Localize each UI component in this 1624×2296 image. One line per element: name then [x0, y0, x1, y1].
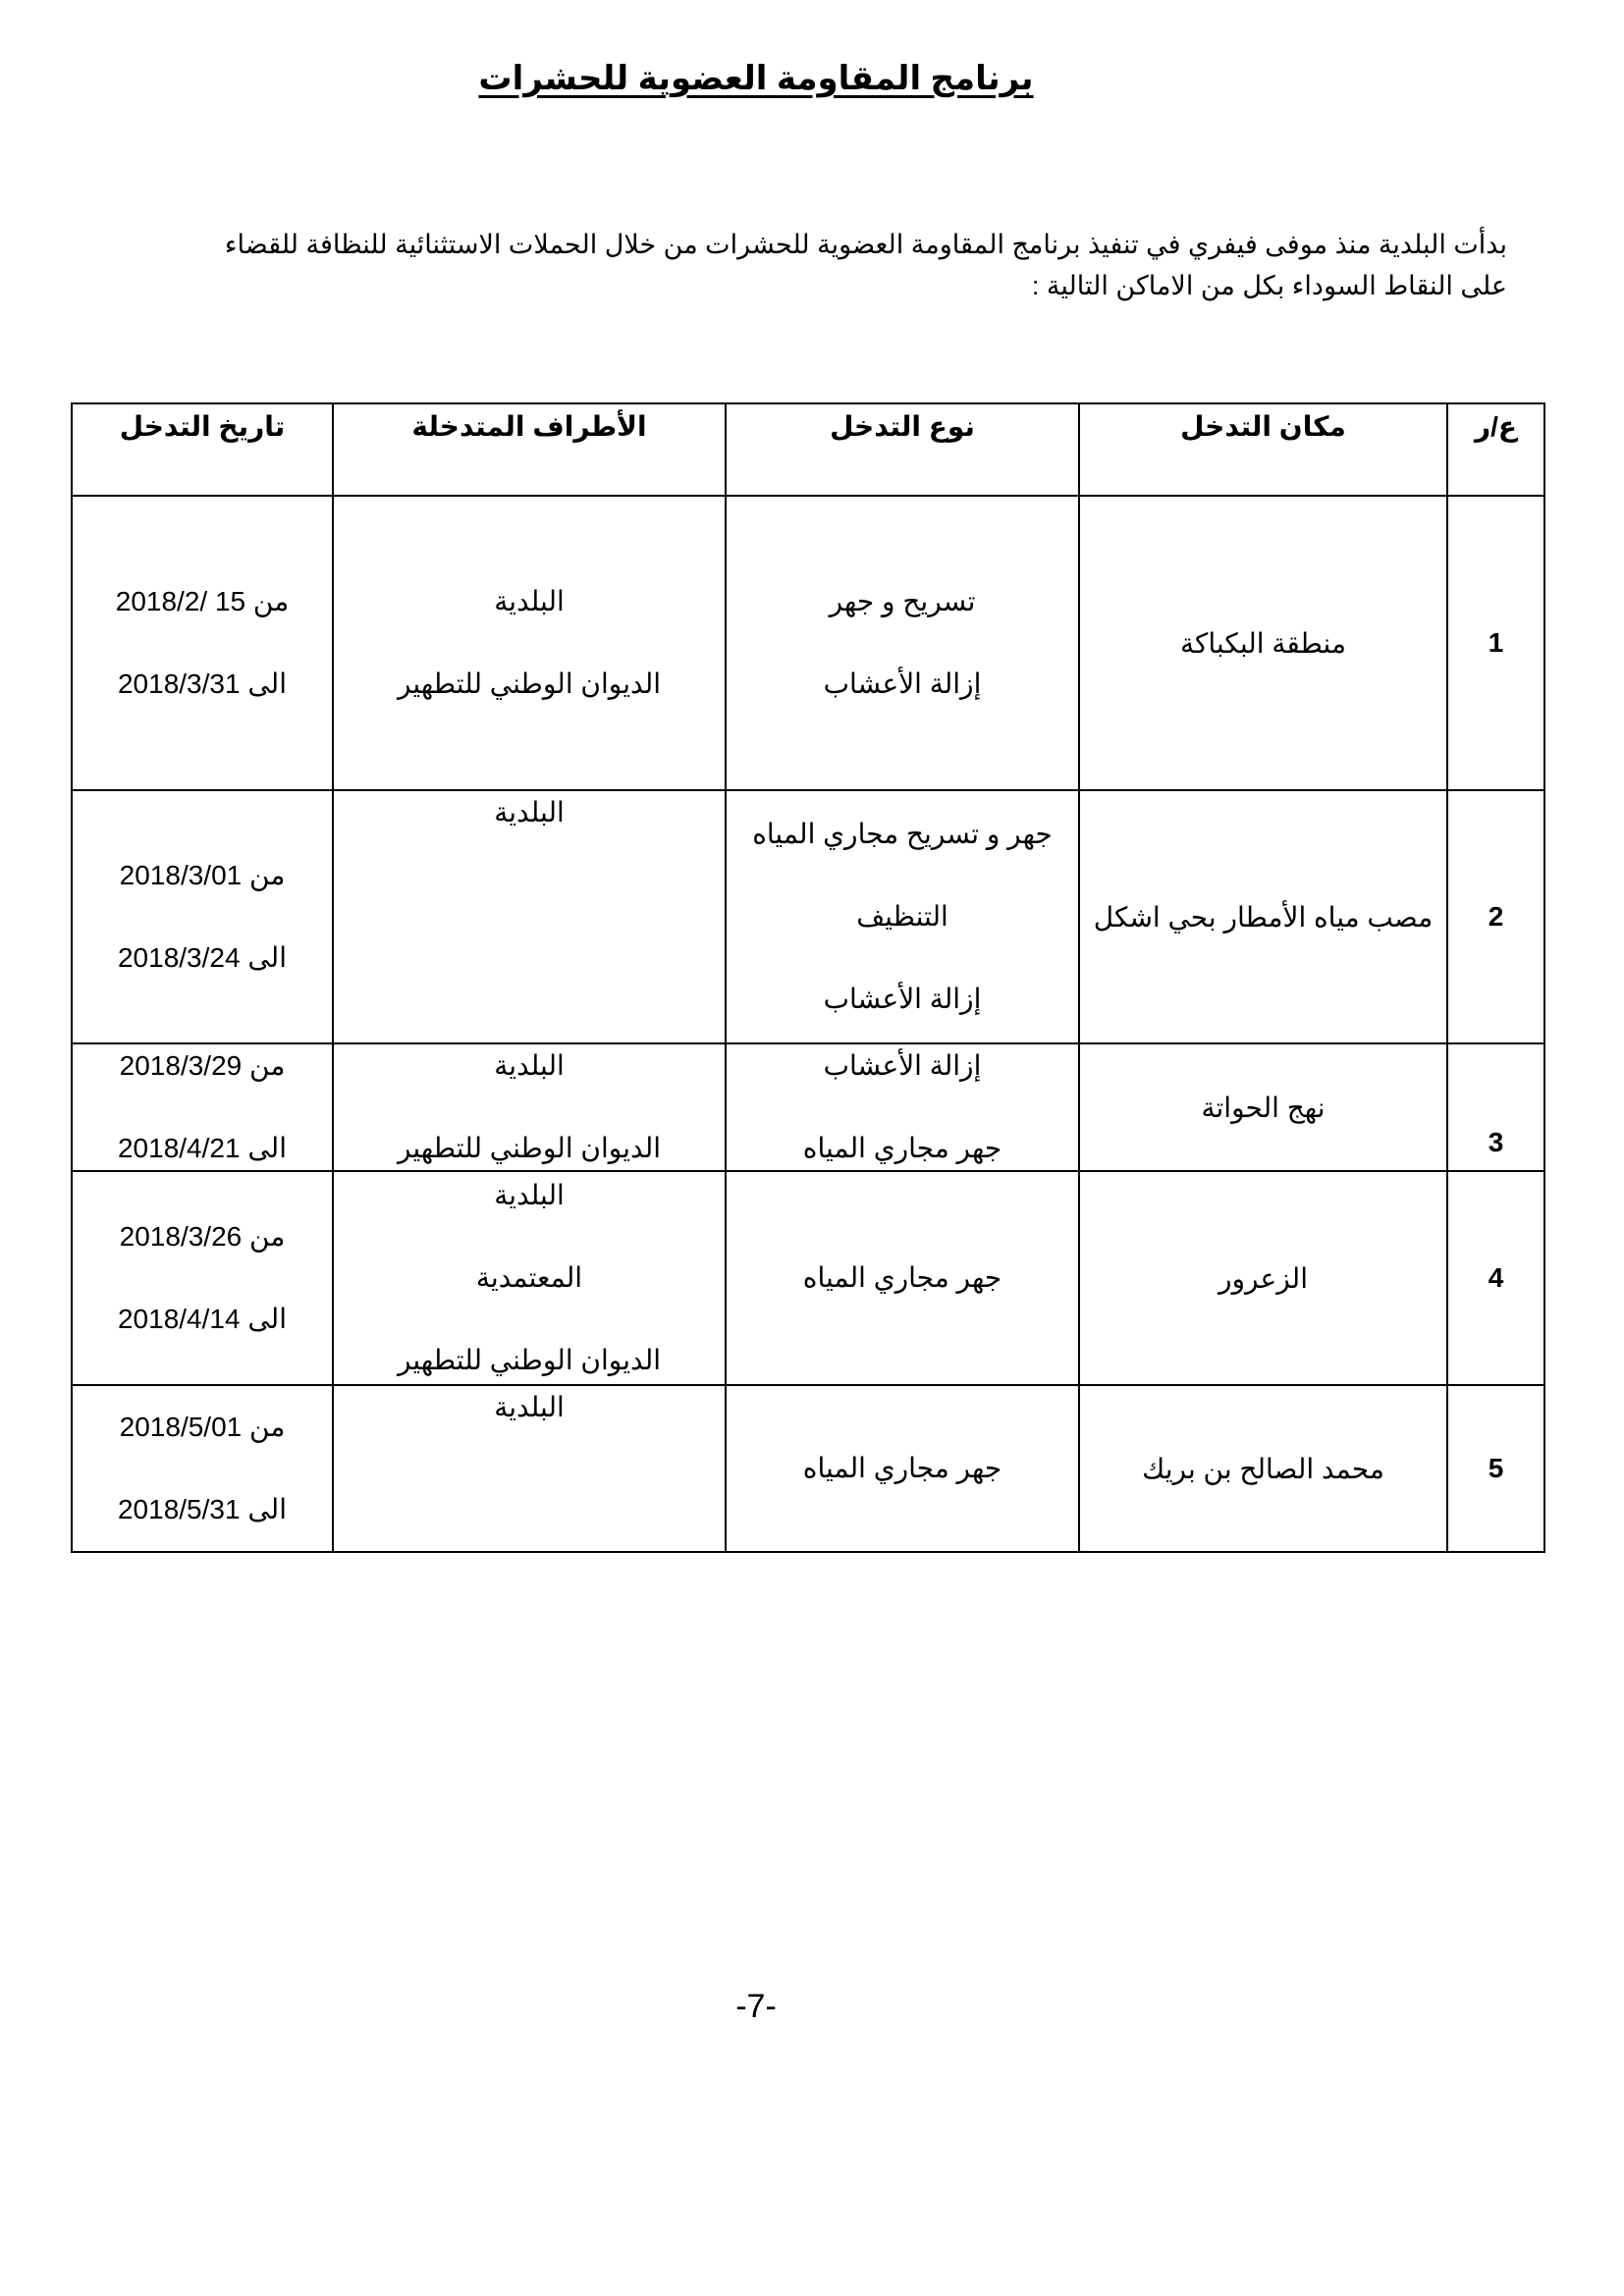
header-num: ع/ر [1447, 403, 1544, 496]
row-type [726, 1043, 1079, 1171]
date-from: من 2018/5/01 [119, 1412, 286, 1442]
row-date [72, 1043, 333, 1171]
type-item: تسريح و جهر [829, 586, 976, 616]
page-title: برنامج المقاومة العضوية للحشرات [478, 60, 1034, 97]
row-number: 4 [1447, 1171, 1544, 1385]
row-date [72, 1171, 333, 1385]
date-to: الى 2018/4/14 [117, 1304, 287, 1334]
table-header-row [72, 403, 1544, 496]
date-from: من 15 /2018/2 [115, 586, 290, 616]
row-parties [333, 496, 726, 790]
table-row [72, 1043, 1544, 1171]
party-item: البلدية [494, 797, 565, 828]
row-place: الزعرور [1079, 1171, 1447, 1385]
party-item: الديوان الوطني للتطهير [397, 1345, 662, 1375]
date-from: من 2018/3/26 [119, 1221, 286, 1252]
type-item: إزالة الأعشاب [823, 1050, 982, 1081]
table-row [72, 1385, 1544, 1552]
row-date [72, 496, 333, 790]
type-item: جهر مجاري المياه [802, 1133, 1002, 1163]
table-row [72, 1171, 1544, 1385]
page-number: -7- [735, 1988, 777, 2025]
intro-paragraph [59, 224, 1507, 306]
intro-line: على النقاط السوداء بكل من الاماكن التالية : [1031, 271, 1507, 300]
type-item: جهر مجاري المياه [802, 1453, 1002, 1483]
party-item: البلدية [494, 1392, 565, 1422]
row-date [72, 1385, 333, 1552]
type-item: إزالة الأعشاب [823, 984, 982, 1014]
table-row [72, 496, 1544, 790]
row-type [726, 496, 1079, 790]
row-parties [333, 1385, 726, 1552]
party-item: البلدية [494, 586, 565, 616]
row-number: 1 [1447, 496, 1544, 790]
date-to: الى 2018/4/21 [117, 1133, 287, 1163]
party-item: الديوان الوطني للتطهير [397, 668, 662, 699]
header-parties: الأطراف المتدخلة [333, 403, 726, 496]
date-to: الى 2018/3/24 [117, 942, 287, 973]
type-item: التنظيف [856, 901, 948, 932]
row-place: محمد الصالح بن بريك [1079, 1385, 1447, 1552]
date-to: الى 2018/3/31 [117, 668, 287, 699]
party-item: البلدية [494, 1180, 565, 1210]
party-item: الديوان الوطني للتطهير [397, 1133, 662, 1163]
intro-line: بدأت البلدية منذ موفى فيفري في تنفيذ برنامج المقاومة العضوية للحشرات من خلال الحملات الاستثنائية للنظافة للقضاء [224, 230, 1507, 259]
type-item: جهر و تسريح مجاري المياه [752, 819, 1053, 849]
type-item: إزالة الأعشاب [823, 668, 982, 699]
row-parties [333, 790, 726, 1043]
row-parties [333, 1043, 726, 1171]
type-item: جهر مجاري المياه [802, 1262, 1002, 1293]
intervention-table [71, 402, 1545, 1553]
party-item: البلدية [494, 1050, 565, 1081]
date-from: من 2018/3/01 [119, 860, 286, 890]
row-place: مصب مياه الأمطار بحي اشكل [1079, 790, 1447, 1043]
row-type [726, 1385, 1079, 1552]
party-item: المعتمدية [475, 1262, 583, 1293]
row-number: 2 [1447, 790, 1544, 1043]
row-place: منطقة البكباكة [1079, 496, 1447, 790]
row-number: 3 [1447, 1043, 1544, 1171]
date-to: الى 2018/5/31 [117, 1494, 287, 1524]
header-type: نوع التدخل [726, 403, 1079, 496]
date-from: من 2018/3/29 [119, 1050, 286, 1081]
table-row [72, 790, 1544, 1043]
header-place: مكان التدخل [1079, 403, 1447, 496]
header-date: تاريخ التدخل [72, 403, 333, 496]
row-parties [333, 1171, 726, 1385]
row-type [726, 1171, 1079, 1385]
row-place: نهج الحواتة [1079, 1043, 1447, 1171]
row-date [72, 790, 333, 1043]
row-number: 5 [1447, 1385, 1544, 1552]
row-type [726, 790, 1079, 1043]
